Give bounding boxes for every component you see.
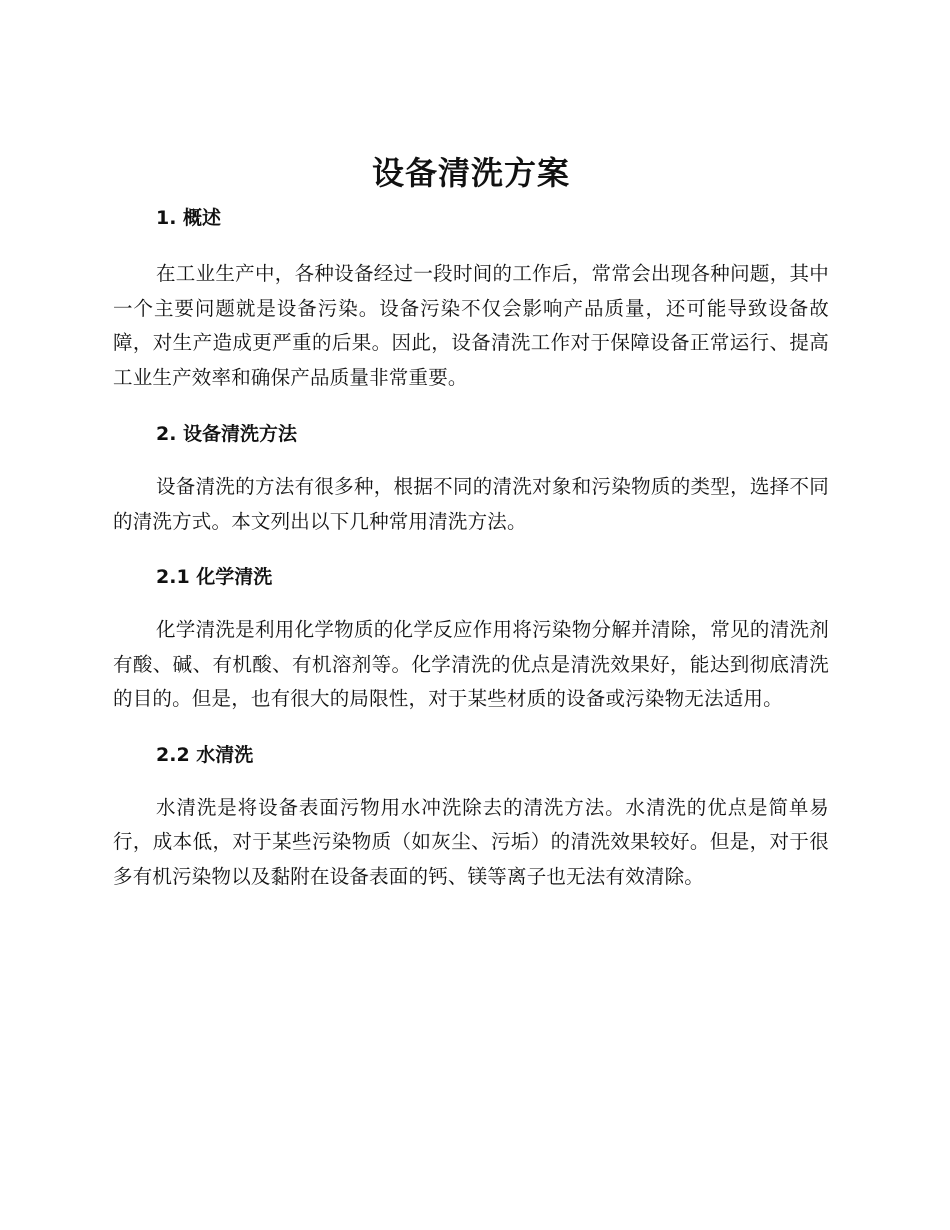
- section-paragraph-chemical-cleaning: 化学清洗是利用化学物质的化学反应作用将污染物分解并清除，常见的清洗剂有酸、碱、有机酸、有机溶剂等。化学清洗的优点是清洗效果好，能达到彻底清洗的目的。但是，也有很大的局限性，对于某些材质的设备或污染物无法适用。: [113, 618, 829, 710]
- document-page: [113, 148, 829, 894]
- section-heading-overview: 1. 概述: [156, 207, 222, 229]
- section-heading-cleaning-methods: 2. 设备清洗方法: [156, 423, 298, 445]
- section-heading-chemical-cleaning: 2.1 化学清洗: [156, 566, 273, 588]
- section-paragraph-overview: 在工业生产中，各种设备经过一段时间的工作后，常常会出现各种问题，其中一个主要问题就是设备污染。设备污染不仅会影响产品质量，还可能导致设备故障，对生产造成更严重的后果。因此，设备清洗工作对于保障设备正常运行、提高工业生产效率和确保产品质量非常重要。: [113, 262, 829, 389]
- section-paragraph-water-cleaning: 水清洗是将设备表面污物用水冲洗除去的清洗方法。水清洗的优点是简单易行，成本低，对于某些污染物质（如灰尘、污垢）的清洗效果较好。但是，对于很多有机污染物以及黏附在设备表面的钙、镁等离子也无法有效清除。: [113, 795, 829, 888]
- section-paragraph-cleaning-methods: 设备清洗的方法有很多种，根据不同的清洗对象和污染物质的类型，选择不同的清洗方式。本文列出以下几种常用清洗方法。: [113, 475, 829, 533]
- section-heading-water-cleaning: 2.2 水清洗: [156, 743, 254, 766]
- document-title: 设备清洗方案: [371, 154, 570, 192]
